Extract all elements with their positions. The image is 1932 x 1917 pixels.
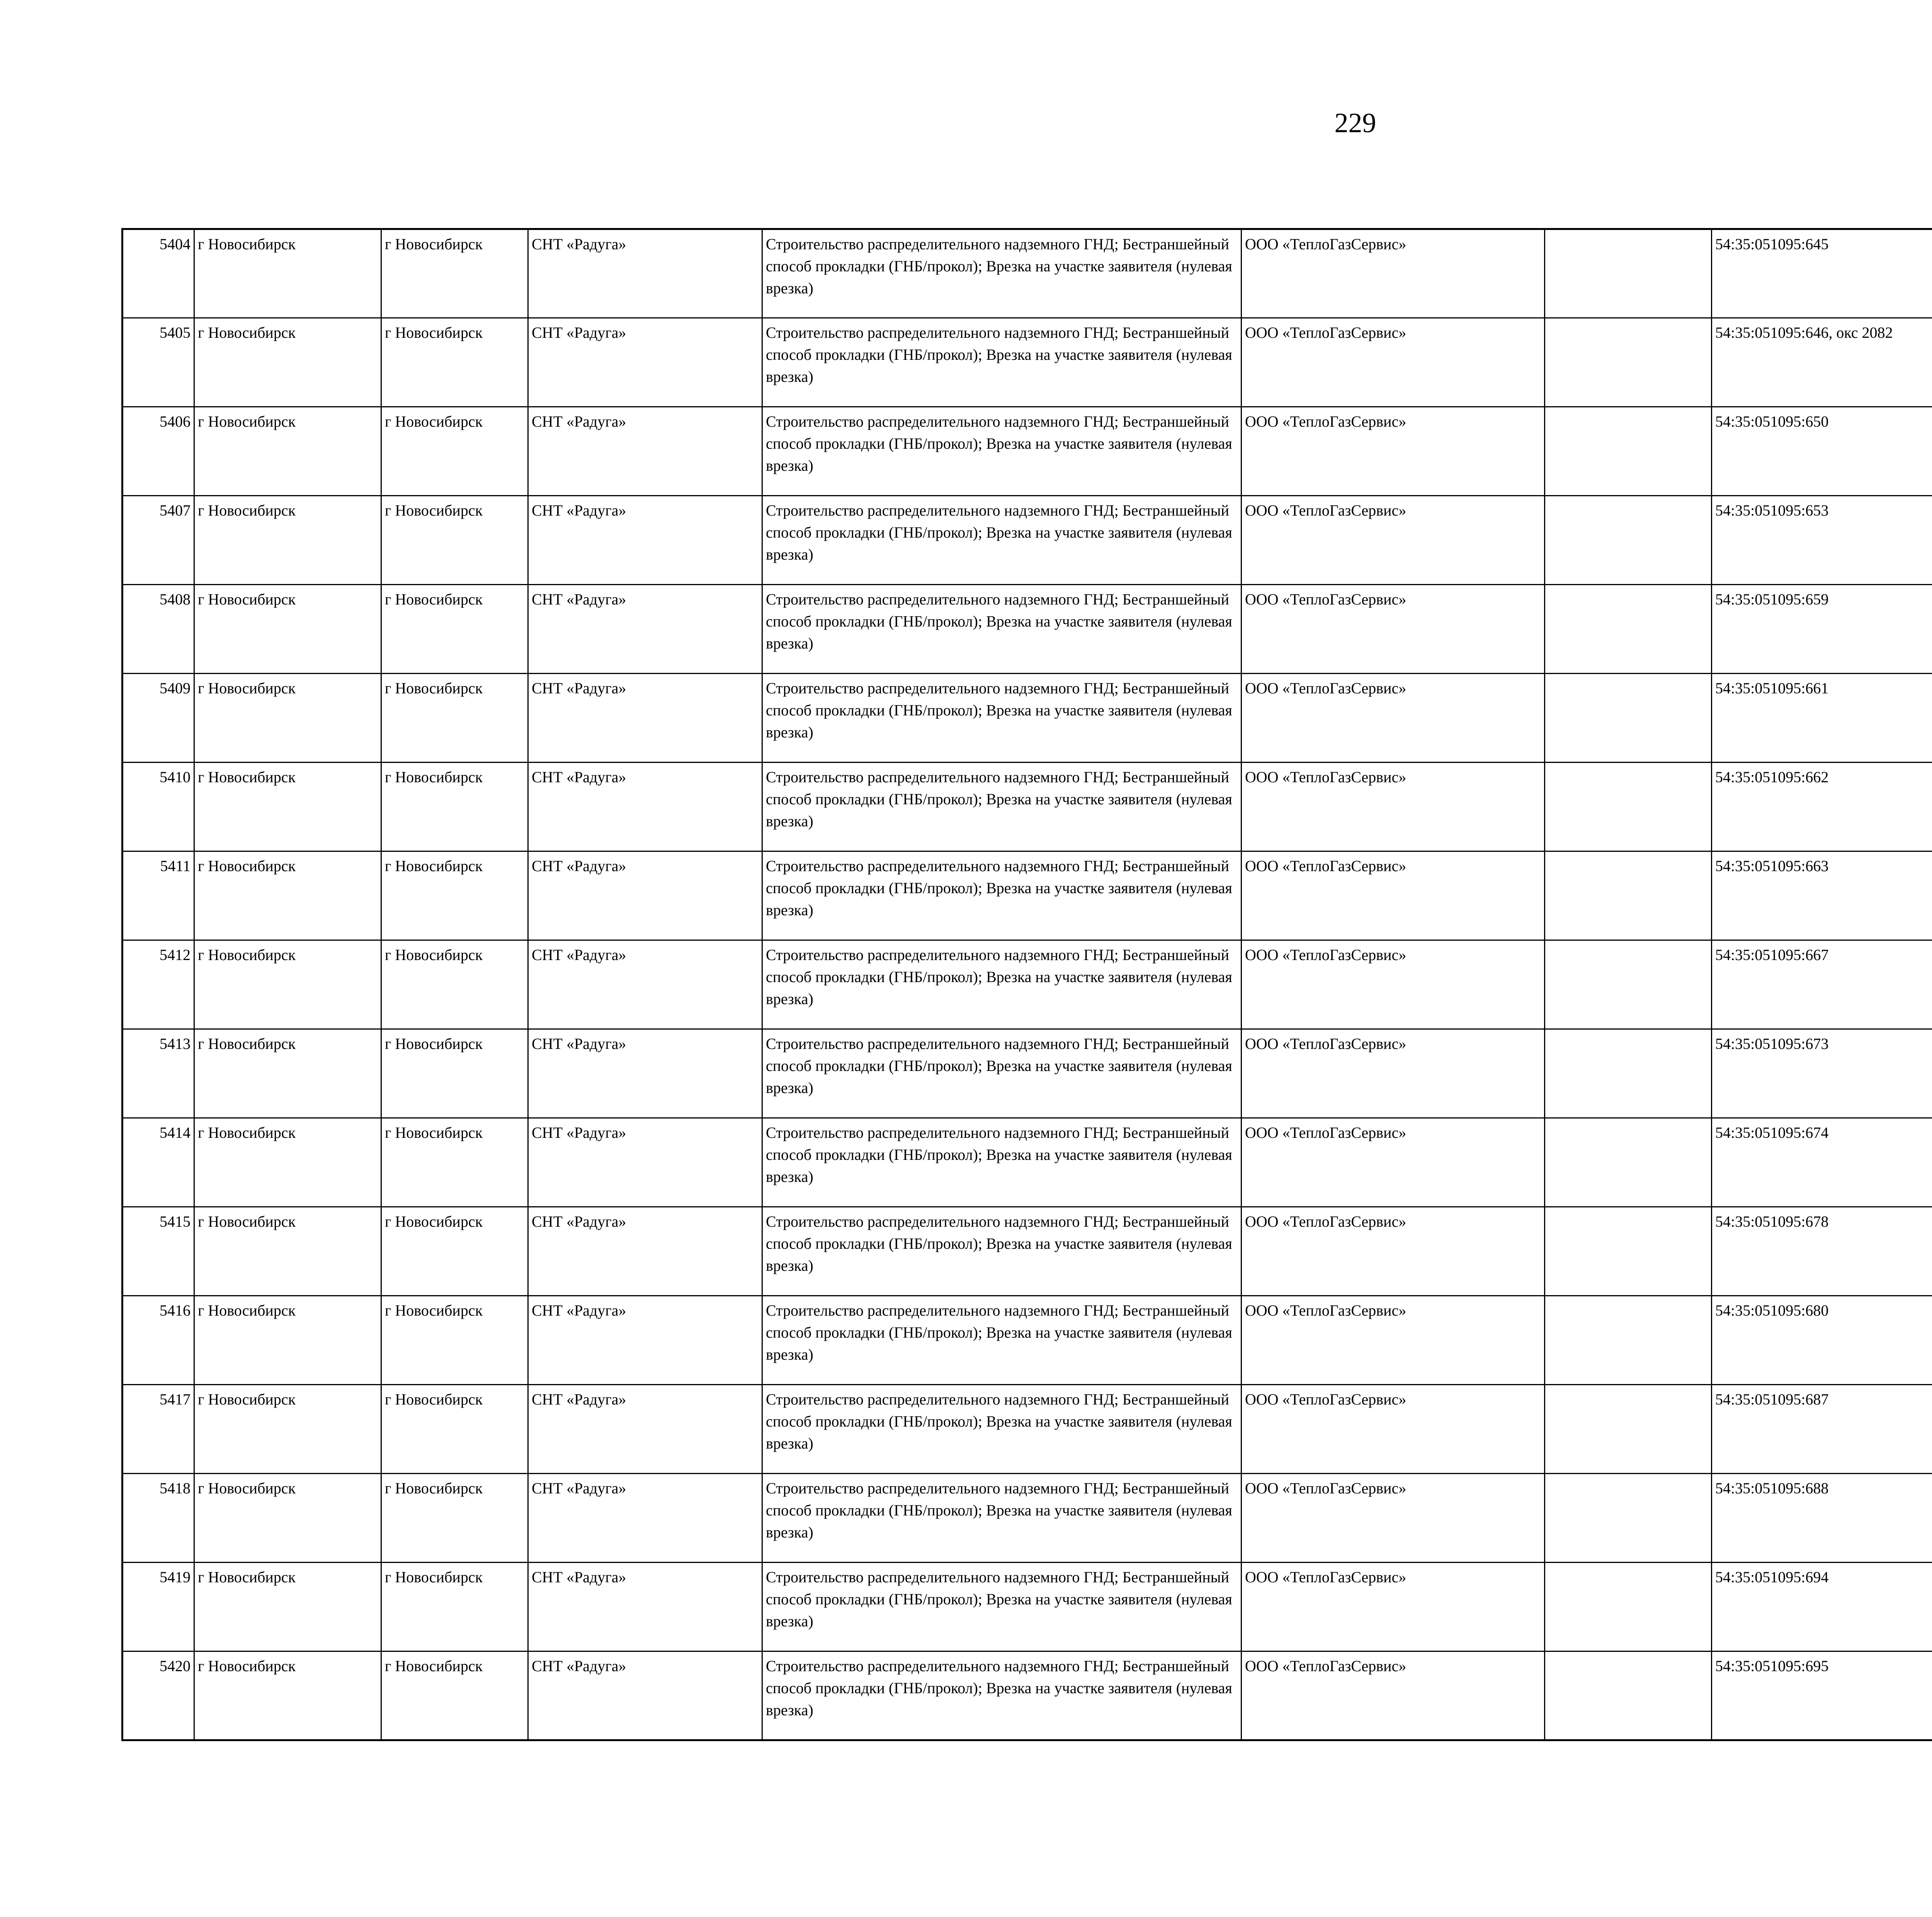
row-number: 5410 bbox=[122, 763, 194, 851]
district-cell: г Новосибирск bbox=[194, 1296, 381, 1385]
row-number: 5407 bbox=[122, 496, 194, 585]
row-number: 5409 bbox=[122, 674, 194, 763]
empty-cell bbox=[1545, 1207, 1712, 1296]
row-number: 5415 bbox=[122, 1207, 194, 1296]
table-row bbox=[122, 585, 1932, 674]
table-row bbox=[122, 229, 1932, 318]
work-description-cell: Строительство распределительного надземного ГНД; Бестраншейный способ прокладки (ГНБ/прокол); Врезка на участке заявителя (нулевая врезка) bbox=[762, 940, 1242, 1029]
city-cell: г Новосибирск bbox=[381, 407, 528, 496]
city-cell: г Новосибирск bbox=[381, 674, 528, 763]
work-description-cell: Строительство распределительного надземного ГНД; Бестраншейный способ прокладки (ГНБ/прокол); Врезка на участке заявителя (нулевая врезка) bbox=[762, 1296, 1242, 1385]
row-number: 5404 bbox=[122, 229, 194, 318]
cadastral-number-cell: 54:35:051095:650 bbox=[1712, 407, 1932, 496]
cadastral-number-cell: 54:35:051095:695 bbox=[1712, 1651, 1932, 1740]
cadastral-number-cell: 54:35:051095:663 bbox=[1712, 851, 1932, 940]
cadastral-number-cell: 54:35:051095:662 bbox=[1712, 763, 1932, 851]
table-row bbox=[122, 1296, 1932, 1385]
empty-cell bbox=[1545, 585, 1712, 674]
gas-connection-table bbox=[121, 228, 1932, 1741]
work-description-cell: Строительство распределительного надземного ГНД; Бестраншейный способ прокладки (ГНБ/прокол); Врезка на участке заявителя (нулевая врезка) bbox=[762, 1385, 1242, 1474]
organization-cell: ООО «ТеплоГазСервис» bbox=[1242, 1029, 1545, 1118]
empty-cell bbox=[1545, 763, 1712, 851]
organization-cell: ООО «ТеплоГазСервис» bbox=[1242, 1118, 1545, 1207]
district-cell: г Новосибирск bbox=[194, 229, 381, 318]
district-cell: г Новосибирск bbox=[194, 318, 381, 407]
city-cell: г Новосибирск bbox=[381, 1207, 528, 1296]
city-cell: г Новосибирск bbox=[381, 1029, 528, 1118]
city-cell: г Новосибирск bbox=[381, 940, 528, 1029]
table-row bbox=[122, 1029, 1932, 1118]
empty-cell bbox=[1545, 496, 1712, 585]
row-number: 5413 bbox=[122, 1029, 194, 1118]
work-description-cell: Строительство распределительного надземного ГНД; Бестраншейный способ прокладки (ГНБ/прокол); Врезка на участке заявителя (нулевая врезка) bbox=[762, 1474, 1242, 1563]
district-cell: г Новосибирск bbox=[194, 496, 381, 585]
table-row bbox=[122, 318, 1932, 407]
cadastral-number-cell: 54:35:051095:694 bbox=[1712, 1563, 1932, 1651]
district-cell: г Новосибирск bbox=[194, 407, 381, 496]
object-cell: СНТ «Радуга» bbox=[528, 1563, 762, 1651]
table-row bbox=[122, 674, 1932, 763]
city-cell: г Новосибирск bbox=[381, 1118, 528, 1207]
object-cell: СНТ «Радуга» bbox=[528, 1118, 762, 1207]
organization-cell: ООО «ТеплоГазСервис» bbox=[1242, 407, 1545, 496]
organization-cell: ООО «ТеплоГазСервис» bbox=[1242, 1474, 1545, 1563]
object-cell: СНТ «Радуга» bbox=[528, 940, 762, 1029]
empty-cell bbox=[1545, 1651, 1712, 1740]
object-cell: СНТ «Радуга» bbox=[528, 585, 762, 674]
row-number: 5408 bbox=[122, 585, 194, 674]
object-cell: СНТ «Радуга» bbox=[528, 1296, 762, 1385]
city-cell: г Новосибирск bbox=[381, 1296, 528, 1385]
empty-cell bbox=[1545, 318, 1712, 407]
empty-cell bbox=[1545, 1029, 1712, 1118]
organization-cell: ООО «ТеплоГазСервис» bbox=[1242, 1651, 1545, 1740]
city-cell: г Новосибирск bbox=[381, 585, 528, 674]
object-cell: СНТ «Радуга» bbox=[528, 1207, 762, 1296]
city-cell: г Новосибирск bbox=[381, 1651, 528, 1740]
organization-cell: ООО «ТеплоГазСервис» bbox=[1242, 674, 1545, 763]
work-description-cell: Строительство распределительного надземного ГНД; Бестраншейный способ прокладки (ГНБ/прокол); Врезка на участке заявителя (нулевая врезка) bbox=[762, 851, 1242, 940]
organization-cell: ООО «ТеплоГазСервис» bbox=[1242, 496, 1545, 585]
row-number: 5418 bbox=[122, 1474, 194, 1563]
table-row bbox=[122, 496, 1932, 585]
row-number: 5412 bbox=[122, 940, 194, 1029]
work-description-cell: Строительство распределительного надземного ГНД; Бестраншейный способ прокладки (ГНБ/прокол); Врезка на участке заявителя (нулевая врезка) bbox=[762, 229, 1242, 318]
cadastral-number-cell: 54:35:051095:667 bbox=[1712, 940, 1932, 1029]
object-cell: СНТ «Радуга» bbox=[528, 407, 762, 496]
object-cell: СНТ «Радуга» bbox=[528, 229, 762, 318]
cadastral-number-cell: 54:35:051095:678 bbox=[1712, 1207, 1932, 1296]
table-row bbox=[122, 1563, 1932, 1651]
object-cell: СНТ «Радуга» bbox=[528, 1474, 762, 1563]
table-row bbox=[122, 1474, 1932, 1563]
cadastral-number-cell: 54:35:051095:674 bbox=[1712, 1118, 1932, 1207]
work-description-cell: Строительство распределительного надземного ГНД; Бестраншейный способ прокладки (ГНБ/прокол); Врезка на участке заявителя (нулевая врезка) bbox=[762, 674, 1242, 763]
cadastral-number-cell: 54:35:051095:688 bbox=[1712, 1474, 1932, 1563]
work-description-cell: Строительство распределительного надземного ГНД; Бестраншейный способ прокладки (ГНБ/прокол); Врезка на участке заявителя (нулевая врезка) bbox=[762, 1118, 1242, 1207]
empty-cell bbox=[1545, 407, 1712, 496]
empty-cell bbox=[1545, 1563, 1712, 1651]
work-description-cell: Строительство распределительного надземного ГНД; Бестраншейный способ прокладки (ГНБ/прокол); Врезка на участке заявителя (нулевая врезка) bbox=[762, 407, 1242, 496]
organization-cell: ООО «ТеплоГазСервис» bbox=[1242, 1385, 1545, 1474]
empty-cell bbox=[1545, 1474, 1712, 1563]
row-number: 5419 bbox=[122, 1563, 194, 1651]
object-cell: СНТ «Радуга» bbox=[528, 851, 762, 940]
table-row bbox=[122, 851, 1932, 940]
table-row bbox=[122, 1385, 1932, 1474]
cadastral-number-cell: 54:35:051095:673 bbox=[1712, 1029, 1932, 1118]
city-cell: г Новосибирск bbox=[381, 763, 528, 851]
work-description-cell: Строительство распределительного надземного ГНД; Бестраншейный способ прокладки (ГНБ/прокол); Врезка на участке заявителя (нулевая врезка) bbox=[762, 763, 1242, 851]
organization-cell: ООО «ТеплоГазСервис» bbox=[1242, 1563, 1545, 1651]
organization-cell: ООО «ТеплоГазСервис» bbox=[1242, 585, 1545, 674]
empty-cell bbox=[1545, 229, 1712, 318]
city-cell: г Новосибирск bbox=[381, 496, 528, 585]
row-number: 5416 bbox=[122, 1296, 194, 1385]
city-cell: г Новосибирск bbox=[381, 1474, 528, 1563]
work-description-cell: Строительство распределительного надземного ГНД; Бестраншейный способ прокладки (ГНБ/прокол); Врезка на участке заявителя (нулевая врезка) bbox=[762, 1651, 1242, 1740]
cadastral-number-cell: 54:35:051095:659 bbox=[1712, 585, 1932, 674]
object-cell: СНТ «Радуга» bbox=[528, 496, 762, 585]
organization-cell: ООО «ТеплоГазСервис» bbox=[1242, 229, 1545, 318]
district-cell: г Новосибирск bbox=[194, 763, 381, 851]
organization-cell: ООО «ТеплоГазСервис» bbox=[1242, 940, 1545, 1029]
row-number: 5406 bbox=[122, 407, 194, 496]
work-description-cell: Строительство распределительного надземного ГНД; Бестраншейный способ прокладки (ГНБ/прокол); Врезка на участке заявителя (нулевая врезка) bbox=[762, 1207, 1242, 1296]
empty-cell bbox=[1545, 851, 1712, 940]
city-cell: г Новосибирск bbox=[381, 1563, 528, 1651]
work-description-cell: Строительство распределительного надземного ГНД; Бестраншейный способ прокладки (ГНБ/прокол); Врезка на участке заявителя (нулевая врезка) bbox=[762, 1029, 1242, 1118]
object-cell: СНТ «Радуга» bbox=[528, 1385, 762, 1474]
cadastral-number-cell: 54:35:051095:645 bbox=[1712, 229, 1932, 318]
table-row bbox=[122, 1118, 1932, 1207]
empty-cell bbox=[1545, 1118, 1712, 1207]
district-cell: г Новосибирск bbox=[194, 585, 381, 674]
organization-cell: ООО «ТеплоГазСервис» bbox=[1242, 1207, 1545, 1296]
table-body bbox=[122, 229, 1932, 1740]
row-number: 5414 bbox=[122, 1118, 194, 1207]
empty-cell bbox=[1545, 1385, 1712, 1474]
work-description-cell: Строительство распределительного надземного ГНД; Бестраншейный способ прокладки (ГНБ/прокол); Врезка на участке заявителя (нулевая врезка) bbox=[762, 585, 1242, 674]
city-cell: г Новосибирск bbox=[381, 851, 528, 940]
work-description-cell: Строительство распределительного надземного ГНД; Бестраншейный способ прокладки (ГНБ/прокол); Врезка на участке заявителя (нулевая врезка) bbox=[762, 1563, 1242, 1651]
cadastral-number-cell: 54:35:051095:680 bbox=[1712, 1296, 1932, 1385]
city-cell: г Новосибирск bbox=[381, 229, 528, 318]
district-cell: г Новосибирск bbox=[194, 1563, 381, 1651]
district-cell: г Новосибирск bbox=[194, 674, 381, 763]
district-cell: г Новосибирск bbox=[194, 1207, 381, 1296]
work-description-cell: Строительство распределительного надземного ГНД; Бестраншейный способ прокладки (ГНБ/прокол); Врезка на участке заявителя (нулевая врезка) bbox=[762, 318, 1242, 407]
object-cell: СНТ «Радуга» bbox=[528, 763, 762, 851]
object-cell: СНТ «Радуга» bbox=[528, 318, 762, 407]
work-description-cell: Строительство распределительного надземного ГНД; Бестраншейный способ прокладки (ГНБ/прокол); Врезка на участке заявителя (нулевая врезка) bbox=[762, 496, 1242, 585]
empty-cell bbox=[1545, 1296, 1712, 1385]
district-cell: г Новосибирск bbox=[194, 851, 381, 940]
cadastral-number-cell: 54:35:051095:661 bbox=[1712, 674, 1932, 763]
city-cell: г Новосибирск bbox=[381, 318, 528, 407]
table-row bbox=[122, 1207, 1932, 1296]
district-cell: г Новосибирск bbox=[194, 940, 381, 1029]
object-cell: СНТ «Радуга» bbox=[528, 674, 762, 763]
row-number: 5417 bbox=[122, 1385, 194, 1474]
organization-cell: ООО «ТеплоГазСервис» bbox=[1242, 763, 1545, 851]
table-row bbox=[122, 940, 1932, 1029]
district-cell: г Новосибирск bbox=[194, 1474, 381, 1563]
row-number: 5411 bbox=[122, 851, 194, 940]
row-number: 5405 bbox=[122, 318, 194, 407]
district-cell: г Новосибирск bbox=[194, 1118, 381, 1207]
cadastral-number-cell: 54:35:051095:646, окс 2082 bbox=[1712, 318, 1932, 407]
cadastral-number-cell: 54:35:051095:653 bbox=[1712, 496, 1932, 585]
district-cell: г Новосибирск bbox=[194, 1029, 381, 1118]
empty-cell bbox=[1545, 674, 1712, 763]
organization-cell: ООО «ТеплоГазСервис» bbox=[1242, 318, 1545, 407]
table-row bbox=[122, 763, 1932, 851]
organization-cell: ООО «ТеплоГазСервис» bbox=[1242, 851, 1545, 940]
table-row bbox=[122, 1651, 1932, 1740]
row-number: 5420 bbox=[122, 1651, 194, 1740]
object-cell: СНТ «Радуга» bbox=[528, 1651, 762, 1740]
district-cell: г Новосибирск bbox=[194, 1385, 381, 1474]
city-cell: г Новосибирск bbox=[381, 1385, 528, 1474]
page-number: 229 bbox=[1334, 107, 1376, 138]
cadastral-number-cell: 54:35:051095:687 bbox=[1712, 1385, 1932, 1474]
object-cell: СНТ «Радуга» bbox=[528, 1029, 762, 1118]
empty-cell bbox=[1545, 940, 1712, 1029]
table-row bbox=[122, 407, 1932, 496]
organization-cell: ООО «ТеплоГазСервис» bbox=[1242, 1296, 1545, 1385]
district-cell: г Новосибирск bbox=[194, 1651, 381, 1740]
